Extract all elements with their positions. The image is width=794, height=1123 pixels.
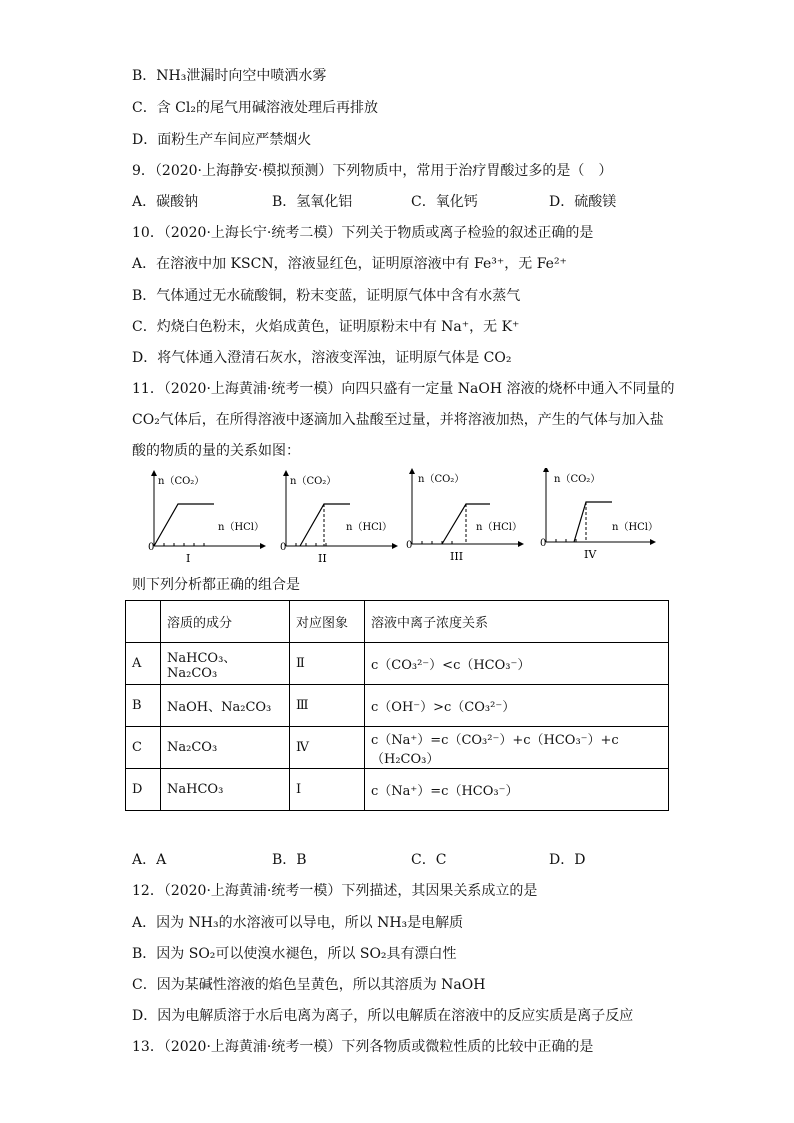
graph-2-xlabel: n（HCl）	[346, 522, 393, 533]
question-13: 13．（2020·上海黄浦·统考一模）下列各物质或微粒性质的比较中正确的是	[132, 1039, 594, 1055]
question-11-line1: 11．（2020·上海黄浦·统考一模）向四只盛有一定量 NaOH 溶液的烧杯中通入不同量的	[132, 381, 675, 397]
q12-option-d: D．因为电解质溶于水后电离为离子，所以电解质在溶液中的反应实质是离子反应	[132, 1008, 634, 1024]
question-11-prompt: 则下列分析都正确的组合是	[132, 577, 300, 593]
question-12: 12．（2020·上海黄浦·统考一模）下列描述，其因果关系成立的是	[132, 883, 538, 899]
graph-1	[148, 468, 268, 568]
option-c-cl2: C．含 Cl₂的尾气用碱溶液处理后再排放	[132, 100, 378, 116]
table-row	[126, 769, 669, 811]
graph-2-origin: 0	[280, 542, 287, 553]
table-cell: 对应图象	[290, 601, 365, 643]
table-cell: c（Na⁺）=c（HCO₃⁻）	[365, 769, 669, 811]
q10-option-d: D．将气体通入澄清石灰水，溶液变浑浊，证明原气体是 CO₂	[132, 350, 512, 366]
table-cell: c（Na⁺）=c（CO₃²⁻）+c（HCO₃⁻）+c（H₂CO₃）	[365, 727, 669, 769]
graph-4-xlabel: n（HCl）	[612, 522, 658, 533]
graph-1-xlabel: n（HCl）	[218, 522, 265, 533]
table-cell: c（CO₃²⁻）<c（HCO₃⁻）	[365, 643, 669, 685]
q10-option-c: C．灼烧白色粉末，火焰成黄色，证明原粉末中有 Na⁺，无 K⁺	[132, 319, 520, 335]
q12-option-c: C．因为某碱性溶液的焰色呈黄色，所以其溶质为 NaOH	[132, 977, 486, 993]
q12-option-b: B．因为 SO₂可以使溴水褪色，所以 SO₂具有漂白性	[132, 946, 457, 962]
table-cell: NaHCO₃、Na₂CO₃	[161, 643, 290, 685]
table-cell: Ⅲ	[290, 685, 365, 727]
answer-table	[125, 600, 669, 811]
table-cell: B	[126, 685, 161, 727]
table-cell: Na₂CO₃	[161, 727, 290, 769]
graph-3-ylabel: n（CO₂）	[418, 474, 465, 485]
q11-option-c: C．C	[411, 852, 447, 868]
table-row	[126, 727, 669, 769]
graph-4-origin: 0	[540, 538, 547, 549]
graph-4	[538, 468, 658, 568]
table-cell: NaOH、Na₂CO₃	[161, 685, 290, 727]
graph-2-ylabel: n（CO₂）	[290, 476, 337, 487]
table-row	[126, 643, 669, 685]
q9-option-a: A．碳酸钠	[132, 194, 199, 210]
table-cell: C	[126, 727, 161, 769]
q10-option-a: A．在溶液中加 KSCN，溶液显红色，证明原溶液中有 Fe³⁺，无 Fe²⁺	[132, 256, 567, 272]
question-10: 10．（2020·上海长宁·统考二模）下列关于物质或离子检验的叙述正确的是	[132, 225, 594, 241]
table-header-row	[126, 601, 669, 643]
question-11-line2: CO₂气体后，在所得溶液中逐滴加入盐酸至过量，并将溶液加热，产生的气体与加入盐	[132, 412, 664, 428]
q11-option-a: A．A	[132, 852, 167, 868]
graph-3-origin: 0	[406, 540, 413, 551]
graph-2-caption: II	[318, 552, 327, 565]
table-cell: I	[290, 769, 365, 811]
question-9: 9．（2020·上海静安·模拟预测）下列物质中，常用于治疗胃酸过多的是（ ）	[132, 163, 613, 179]
graph-3	[406, 468, 526, 568]
graph-3-xlabel: n（HCl）	[476, 522, 523, 533]
q9-option-d: D．硫酸镁	[549, 194, 617, 210]
table-row	[126, 685, 669, 727]
table-cell: A	[126, 643, 161, 685]
table-cell: c（OH⁻）>c（CO₃²⁻）	[365, 685, 669, 727]
graph-4-ylabel: n（CO₂）	[554, 474, 601, 485]
option-d-flour: D．面粉生产车间应严禁烟火	[132, 132, 312, 148]
q11-option-b: B．B	[272, 852, 307, 868]
table-cell: 溶质的成分	[161, 601, 290, 643]
graph-2	[280, 468, 400, 568]
table-cell	[126, 601, 161, 643]
table-cell: 溶液中离子浓度关系	[365, 601, 669, 643]
q9-option-b: B．氢氧化铝	[272, 194, 353, 210]
q9-option-c: C．氧化钙	[411, 194, 478, 210]
graph-1-caption: I	[186, 552, 191, 565]
question-11-line3: 酸的物质的量的关系如图：	[132, 443, 300, 459]
table-cell: Ⅳ	[290, 727, 365, 769]
graph-4-caption: IV	[584, 548, 597, 561]
q12-option-a: A．因为 NH₃的水溶液可以导电，所以 NH₃是电解质	[132, 915, 464, 931]
table-cell: D	[126, 769, 161, 811]
graph-3-caption: III	[450, 550, 464, 563]
table-cell: Ⅱ	[290, 643, 365, 685]
table-cell: NaHCO₃	[161, 769, 290, 811]
option-b-nh3: B．NH₃泄漏时向空中喷洒水雾	[132, 68, 327, 84]
graph-1-ylabel: n（CO₂）	[158, 476, 205, 487]
q10-option-b: B．气体通过无水硫酸铜，粉末变蓝，证明原气体中含有水蒸气	[132, 288, 521, 304]
graph-1-origin: 0	[148, 542, 155, 553]
q11-option-d: D．D	[549, 852, 586, 868]
